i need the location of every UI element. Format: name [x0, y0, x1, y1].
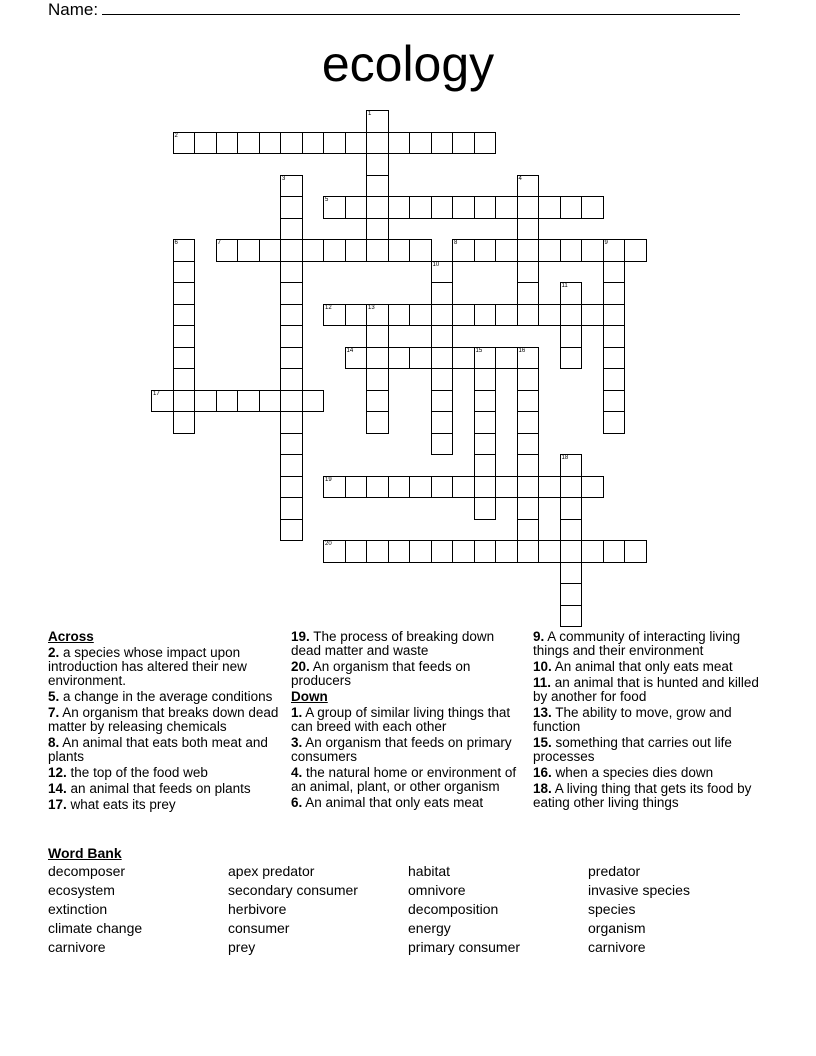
- clue: [533, 630, 765, 658]
- cell-number: 16: [518, 347, 526, 354]
- clue-number: 6.: [291, 795, 303, 810]
- crossword-cell[interactable]: [216, 239, 239, 262]
- word-bank-word: organism: [588, 920, 646, 936]
- crossword-cell[interactable]: [280, 196, 303, 219]
- crossword-cell[interactable]: [280, 261, 303, 284]
- crossword-cell[interactable]: [495, 476, 518, 499]
- crossword-cell[interactable]: [603, 347, 626, 370]
- word-bank-word: decomposition: [408, 901, 499, 917]
- clue-number: 14.: [48, 781, 67, 796]
- crossword-cell[interactable]: [280, 218, 303, 241]
- clue-number: 7.: [48, 705, 60, 720]
- clue-number: 3.: [291, 735, 303, 750]
- clue-number: 2.: [48, 645, 60, 660]
- crossword-cell[interactable]: [431, 304, 454, 327]
- crossword-cell[interactable]: [517, 239, 540, 262]
- crossword-cell[interactable]: [280, 239, 303, 262]
- word-bank-word: climate change: [48, 920, 143, 936]
- crossword-cell[interactable]: [345, 196, 368, 219]
- crossword-cell[interactable]: [431, 132, 454, 155]
- cell-number: 2: [174, 132, 178, 139]
- crossword-cell[interactable]: [560, 583, 583, 606]
- word-bank-word: invasive species: [588, 882, 690, 898]
- crossword-cell[interactable]: [259, 132, 282, 155]
- crossword-cell[interactable]: [538, 196, 561, 219]
- crossword-cell[interactable]: [280, 175, 303, 198]
- crossword-cell[interactable]: [452, 239, 475, 262]
- word-bank-word: consumer: [228, 920, 290, 936]
- crossword-cell[interactable]: [495, 540, 518, 563]
- crossword-cell[interactable]: [474, 411, 497, 434]
- crossword-cell[interactable]: [173, 347, 196, 370]
- crossword-cell[interactable]: [581, 239, 604, 262]
- crossword-cell[interactable]: [173, 239, 196, 262]
- name-label: Name:: [48, 0, 99, 19]
- crossword-cell[interactable]: [366, 175, 389, 198]
- crossword-cell[interactable]: [538, 476, 561, 499]
- crossword-cell[interactable]: [409, 132, 432, 155]
- crossword-cell[interactable]: [366, 347, 389, 370]
- crossword-cell[interactable]: [474, 368, 497, 391]
- crossword-cell[interactable]: [452, 132, 475, 155]
- crossword-cell[interactable]: [560, 476, 583, 499]
- clue-text: An animal that eats both meat and plants: [48, 735, 268, 764]
- clue: [48, 736, 280, 764]
- cell-number: 13: [368, 304, 375, 311]
- crossword-cell[interactable]: [517, 282, 540, 305]
- crossword-cell[interactable]: [452, 540, 475, 563]
- crossword-cell[interactable]: [452, 196, 475, 219]
- crossword-cell[interactable]: [388, 132, 411, 155]
- crossword-cell[interactable]: [409, 476, 432, 499]
- clue-text: An organism that feeds on producers: [291, 659, 471, 688]
- clue-heading: Down: [291, 689, 328, 704]
- clue: [291, 796, 523, 810]
- crossword-cell[interactable]: [173, 304, 196, 327]
- crossword-cell[interactable]: [280, 476, 303, 499]
- clue-text: an animal that feeds on plants: [70, 781, 251, 796]
- word-bank-list: [48, 862, 768, 957]
- crossword-cell[interactable]: [517, 261, 540, 284]
- cell-number: 7: [217, 240, 221, 246]
- word-bank-word: species: [588, 901, 636, 917]
- cell-number: 6: [174, 240, 178, 246]
- word-bank-word: decomposer: [48, 863, 126, 879]
- cell-number: 17: [153, 390, 160, 397]
- crossword-cell[interactable]: [366, 239, 389, 262]
- crossword-cell[interactable]: [323, 476, 346, 499]
- crossword-cell[interactable]: [280, 497, 303, 520]
- page-title: ecology: [321, 36, 495, 92]
- crossword-cell[interactable]: [366, 218, 389, 241]
- crossword-cell[interactable]: [345, 304, 368, 327]
- crossword-cell[interactable]: [560, 196, 583, 219]
- cell-number: 15: [475, 347, 483, 354]
- crossword-cell[interactable]: [194, 132, 217, 155]
- crossword-cell[interactable]: [431, 325, 454, 348]
- crossword-cell[interactable]: [366, 304, 389, 327]
- crossword-cell[interactable]: [323, 304, 346, 327]
- crossword-cell[interactable]: [517, 196, 540, 219]
- crossword-cell[interactable]: [560, 605, 583, 628]
- crossword-cell[interactable]: [474, 433, 497, 456]
- crossword-cell[interactable]: [495, 304, 518, 327]
- crossword-cell[interactable]: [560, 454, 583, 477]
- crossword-cell[interactable]: [560, 239, 583, 262]
- clue: [48, 690, 280, 704]
- crossword-cell[interactable]: [517, 304, 540, 327]
- crossword-cell[interactable]: [603, 325, 626, 348]
- crossword-cell[interactable]: [366, 325, 389, 348]
- crossword-cell[interactable]: [517, 540, 540, 563]
- crossword-cell[interactable]: [517, 411, 540, 434]
- crossword-cell[interactable]: [216, 132, 239, 155]
- crossword-cell[interactable]: [560, 562, 583, 585]
- crossword-cell[interactable]: [624, 239, 647, 262]
- crossword-cell[interactable]: [388, 196, 411, 219]
- crossword-cell[interactable]: [474, 390, 497, 413]
- crossword-cell[interactable]: [474, 454, 497, 477]
- clue-number: 4.: [291, 765, 303, 780]
- clue-number: 16.: [533, 765, 552, 780]
- clue-number: 20.: [291, 659, 310, 674]
- word-bank-word: habitat: [408, 863, 451, 879]
- word-bank-word: carnivore: [588, 939, 646, 955]
- crossword-cell[interactable]: [409, 347, 432, 370]
- clue-text: something that carries out life processes: [533, 735, 732, 764]
- crossword-cell[interactable]: [474, 347, 497, 370]
- crossword-cell[interactable]: [302, 132, 325, 155]
- crossword-cell[interactable]: [237, 390, 260, 413]
- crossword-cell[interactable]: [431, 540, 454, 563]
- clue-text: A group of similar living things that can breed with each other: [291, 705, 511, 734]
- crossword-cell[interactable]: [431, 390, 454, 413]
- crossword-cell[interactable]: [280, 282, 303, 305]
- crossword-cell[interactable]: [173, 282, 196, 305]
- clue: [533, 706, 765, 734]
- crossword-cell[interactable]: [517, 368, 540, 391]
- cell-number: 1: [368, 111, 372, 117]
- crossword-cell[interactable]: [259, 390, 282, 413]
- clue-text: An animal that only eats meat: [305, 795, 484, 810]
- crossword-cell[interactable]: [280, 304, 303, 327]
- crossword-cell[interactable]: [431, 282, 454, 305]
- cell-number: 20: [325, 541, 332, 547]
- word-bank: [48, 844, 768, 957]
- crossword-cell[interactable]: [517, 433, 540, 456]
- crossword-cell[interactable]: [280, 368, 303, 391]
- crossword-cell[interactable]: [302, 239, 325, 262]
- crossword-cell[interactable]: [431, 411, 454, 434]
- crossword-cell[interactable]: [345, 540, 368, 563]
- crossword-cell[interactable]: [431, 368, 454, 391]
- cell-number: 3: [282, 175, 286, 182]
- crossword-cell[interactable]: [173, 368, 196, 391]
- clue-number: 8.: [48, 735, 60, 750]
- clue-text: an animal that is hunted and killed by another for food: [533, 675, 759, 704]
- crossword-cell[interactable]: [538, 239, 561, 262]
- crossword-cell[interactable]: [366, 132, 389, 155]
- crossword-cell[interactable]: [366, 196, 389, 219]
- crossword-cell[interactable]: [151, 390, 174, 413]
- word-bank-word: apex predator: [228, 863, 315, 879]
- crossword-cell[interactable]: [452, 476, 475, 499]
- word-bank-word: secondary consumer: [228, 882, 358, 898]
- crossword-cell[interactable]: [280, 454, 303, 477]
- crossword-cell[interactable]: [345, 347, 368, 370]
- crossword-cell[interactable]: [173, 411, 196, 434]
- crossword-cell[interactable]: [280, 433, 303, 456]
- crossword-cell[interactable]: [345, 476, 368, 499]
- clue-text: The process of breaking down dead matter and waste: [291, 629, 495, 658]
- crossword-cell[interactable]: [560, 325, 583, 348]
- clue-text: An organism that breaks down dead matter by releasing chemicals: [48, 705, 279, 734]
- clue-number: 19.: [291, 629, 310, 644]
- crossword-cell[interactable]: [517, 390, 540, 413]
- crossword-cell[interactable]: [581, 476, 604, 499]
- crossword-cell[interactable]: [474, 497, 497, 520]
- crossword-cell[interactable]: [581, 540, 604, 563]
- cell-number: 8: [454, 240, 458, 246]
- crossword-cell[interactable]: [409, 540, 432, 563]
- crossword-cell[interactable]: [194, 390, 217, 413]
- clue: [291, 736, 523, 764]
- clue: [48, 706, 280, 734]
- crossword-cell[interactable]: [173, 132, 196, 155]
- word-bank-word: omnivore: [408, 882, 466, 898]
- cell-number: 11: [561, 283, 568, 289]
- crossword-cell[interactable]: [323, 132, 346, 155]
- crossword-cell[interactable]: [345, 132, 368, 155]
- crossword-cell[interactable]: [323, 239, 346, 262]
- crossword-cell[interactable]: [517, 175, 540, 198]
- crossword-cell[interactable]: [388, 476, 411, 499]
- clue-number: 5.: [48, 689, 60, 704]
- crossword-cell[interactable]: [366, 390, 389, 413]
- clue-number: 1.: [291, 705, 303, 720]
- word-bank-word: carnivore: [48, 939, 106, 955]
- crossword-cell[interactable]: [366, 411, 389, 434]
- clue-number: 10.: [533, 659, 552, 674]
- crossword-cell[interactable]: [474, 132, 497, 155]
- crossword-cell[interactable]: [366, 368, 389, 391]
- word-bank-word: ecosystem: [48, 882, 115, 898]
- crossword-cell[interactable]: [560, 347, 583, 370]
- crossword-cell[interactable]: [280, 347, 303, 370]
- crossword-cell[interactable]: [517, 347, 540, 370]
- clue: [48, 646, 280, 688]
- clue-text: the top of the food web: [70, 765, 208, 780]
- crossword-cell[interactable]: [323, 196, 346, 219]
- crossword-cell[interactable]: [431, 347, 454, 370]
- crossword-cell[interactable]: [495, 196, 518, 219]
- clues-column-2: [291, 628, 523, 810]
- clue: [533, 660, 765, 674]
- crossword-cell[interactable]: [409, 304, 432, 327]
- crossword-cell[interactable]: [560, 497, 583, 520]
- crossword-cell[interactable]: [474, 196, 497, 219]
- crossword-cell[interactable]: [495, 239, 518, 262]
- clue-text: a species whose impact upon introduction has altered their new environment.: [48, 645, 247, 688]
- crossword-cell[interactable]: [409, 239, 432, 262]
- cell-number: 12: [325, 304, 332, 311]
- crossword-cell[interactable]: [173, 325, 196, 348]
- crossword-cell[interactable]: [538, 540, 561, 563]
- crossword-cell[interactable]: [603, 411, 626, 434]
- cell-number: 19: [325, 476, 332, 483]
- clue-number: 18.: [533, 781, 552, 796]
- clue: [533, 782, 765, 810]
- clue-number: 15.: [533, 735, 552, 750]
- word-bank-word: extinction: [48, 901, 108, 917]
- cell-number: 4: [518, 175, 522, 182]
- clue-number: 17.: [48, 797, 67, 812]
- cell-number: 18: [561, 455, 569, 461]
- word-bank-word: predator: [588, 863, 641, 879]
- word-bank-heading: Word Bank: [48, 845, 122, 861]
- clue: [48, 766, 280, 780]
- clue: [533, 736, 765, 764]
- crossword-cell[interactable]: [302, 390, 325, 413]
- crossword-cell[interactable]: [237, 132, 260, 155]
- clue: [291, 630, 523, 658]
- crossword-cell[interactable]: [366, 540, 389, 563]
- crossword-cell[interactable]: [216, 390, 239, 413]
- crossword-cell[interactable]: [474, 540, 497, 563]
- clue: [291, 660, 523, 688]
- crossword-cell[interactable]: [431, 433, 454, 456]
- crossword-cell[interactable]: [560, 282, 583, 305]
- crossword-cell[interactable]: [517, 519, 540, 542]
- cell-number: 9: [604, 240, 608, 246]
- clue-text: The ability to move, grow and function: [533, 705, 732, 734]
- crossword-cell[interactable]: [280, 325, 303, 348]
- crossword-cell[interactable]: [603, 261, 626, 284]
- crossword-cell[interactable]: [603, 390, 626, 413]
- crossword-cell[interactable]: [280, 132, 303, 155]
- crossword-cell[interactable]: [603, 282, 626, 305]
- clue: [48, 782, 280, 796]
- crossword-cell[interactable]: [517, 476, 540, 499]
- crossword-cell[interactable]: [345, 239, 368, 262]
- word-bank-word: primary consumer: [408, 939, 521, 955]
- crossword-cell[interactable]: [517, 497, 540, 520]
- crossword-cell[interactable]: [581, 304, 604, 327]
- cell-number: 5: [325, 197, 329, 203]
- clue-text: a change in the average conditions: [63, 689, 273, 704]
- clue: [291, 706, 523, 734]
- word-bank-word: prey: [228, 939, 256, 955]
- crossword-cell[interactable]: [538, 304, 561, 327]
- clue-text: what eats its prey: [70, 797, 176, 812]
- crossword-cell[interactable]: [624, 540, 647, 563]
- clues-column-3: [533, 628, 765, 810]
- crossword-cell[interactable]: [603, 540, 626, 563]
- clue: [533, 766, 765, 780]
- clue-text: the natural home or environment of an animal, plant, or other organism: [291, 765, 517, 794]
- crossword-cell[interactable]: [280, 519, 303, 542]
- crossword-cell[interactable]: [237, 239, 260, 262]
- clue-text: An animal that only eats meat: [554, 659, 733, 674]
- crossword-cell[interactable]: [280, 390, 303, 413]
- crossword-cell[interactable]: [495, 347, 518, 370]
- crossword-cell[interactable]: [474, 304, 497, 327]
- crossword-cell[interactable]: [603, 239, 626, 262]
- crossword-cell[interactable]: [474, 476, 497, 499]
- crossword-cell[interactable]: [388, 304, 411, 327]
- clue: [291, 766, 523, 794]
- crossword-cell[interactable]: [560, 519, 583, 542]
- crossword-cell[interactable]: [388, 239, 411, 262]
- clue-number: 13.: [533, 705, 552, 720]
- crossword-cell[interactable]: [388, 540, 411, 563]
- crossword-cell[interactable]: [431, 476, 454, 499]
- clue-text: A community of interacting living things and their environment: [533, 629, 741, 658]
- crossword-cell[interactable]: [366, 476, 389, 499]
- crossword-cell[interactable]: [431, 261, 454, 284]
- crossword-cell[interactable]: [581, 196, 604, 219]
- crossword-cell[interactable]: [474, 239, 497, 262]
- crossword-cell[interactable]: [431, 196, 454, 219]
- crossword-cell[interactable]: [173, 261, 196, 284]
- word-bank-word: herbivore: [228, 901, 287, 917]
- clue-text: when a species dies down: [555, 765, 714, 780]
- clue-text: A living thing that gets its food by eating other living things: [533, 781, 752, 810]
- crossword-cell[interactable]: [366, 153, 389, 176]
- clue-number: 12.: [48, 765, 67, 780]
- clue-number: 9.: [533, 629, 545, 644]
- crossword-cell[interactable]: [603, 368, 626, 391]
- cell-number: 14: [346, 347, 354, 354]
- clue: [48, 798, 280, 812]
- cell-number: 10: [432, 261, 440, 268]
- crossword-cell[interactable]: [259, 239, 282, 262]
- clue-number: 11.: [533, 675, 552, 690]
- crossword-cell[interactable]: [603, 304, 626, 327]
- clues-column-1: [48, 628, 280, 812]
- crossword-cell[interactable]: [173, 390, 196, 413]
- crossword-cell[interactable]: [517, 218, 540, 241]
- clue: [533, 676, 765, 704]
- crossword-cell[interactable]: [560, 540, 583, 563]
- crossword-cell[interactable]: [388, 347, 411, 370]
- crossword-cell[interactable]: [560, 304, 583, 327]
- crossword-cell[interactable]: [280, 411, 303, 434]
- clue-heading: Across: [48, 629, 94, 644]
- crossword-cell[interactable]: [452, 347, 475, 370]
- crossword-cell[interactable]: [409, 196, 432, 219]
- crossword-cell[interactable]: [517, 454, 540, 477]
- crossword-cell[interactable]: [323, 540, 346, 563]
- crossword-cell[interactable]: [452, 304, 475, 327]
- word-bank-word: energy: [408, 920, 451, 936]
- clue-text: An organism that feeds on primary consumers: [291, 735, 512, 764]
- crossword-cell[interactable]: [366, 110, 389, 133]
